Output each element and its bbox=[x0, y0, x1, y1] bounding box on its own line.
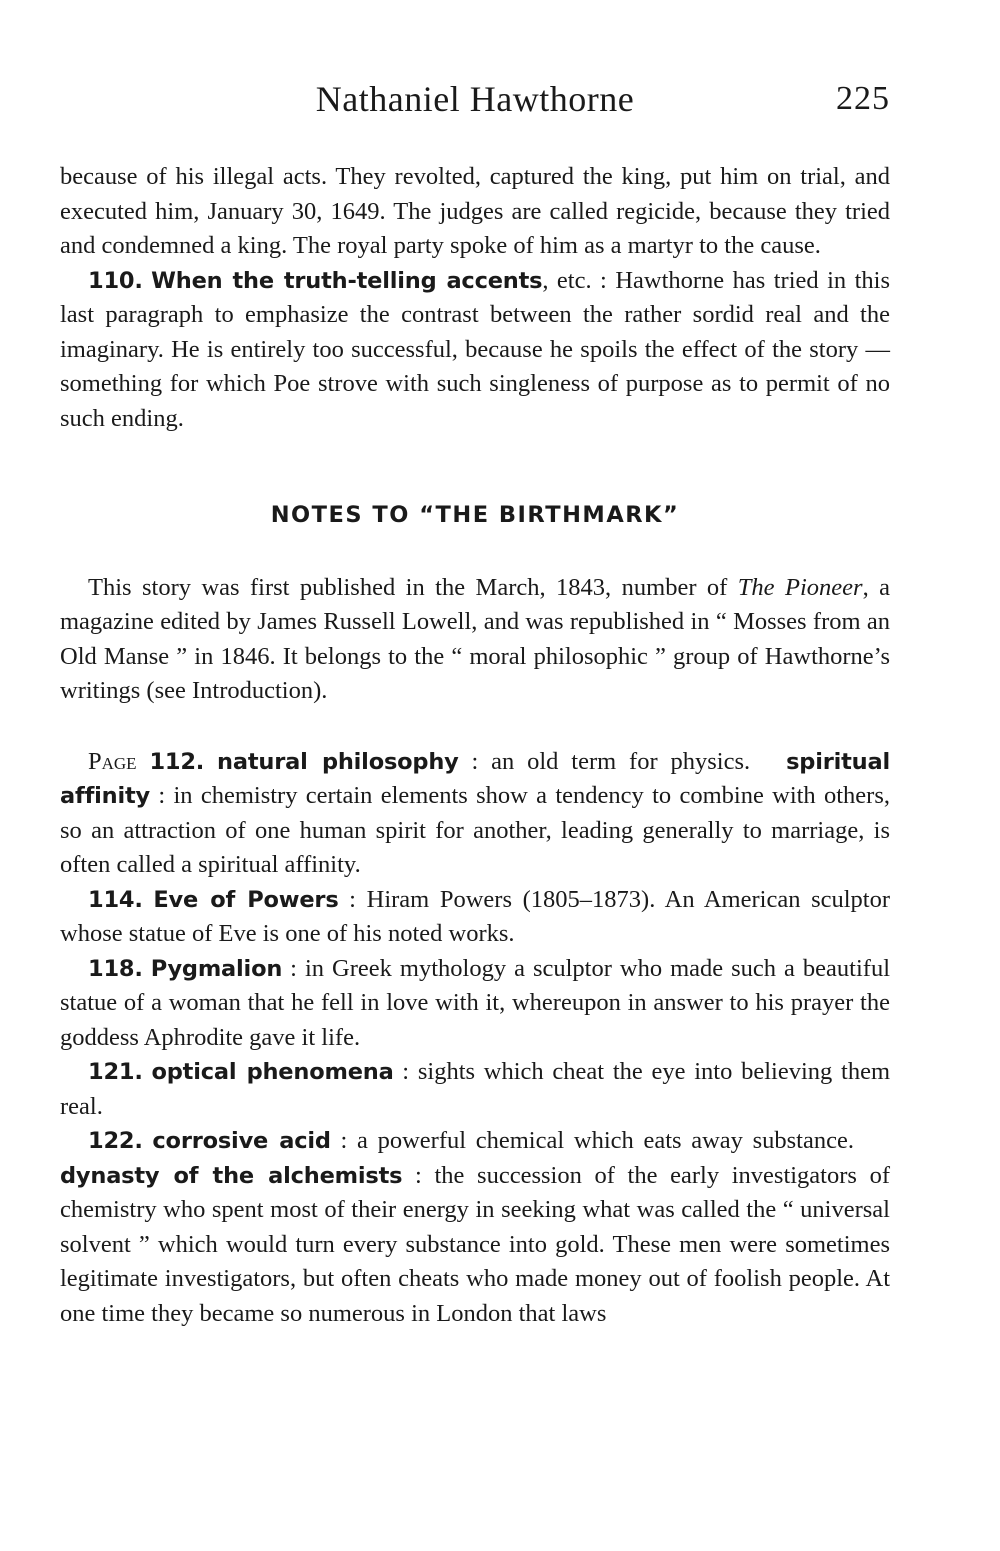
section-intro-after: , a magazine edited by James Russell Lowell, and was republished in “ Mosses from an Old Manse ” in 1846. It belongs to the “ moral philosophic ” group of Hawthorne’s writings (see Introduction). bbox=[60, 573, 891, 704]
note-122-sep2: : bbox=[402, 1161, 435, 1189]
note-110 bbox=[60, 264, 890, 437]
note-110-term: When the truth-telling accents bbox=[151, 267, 543, 294]
note-112-text1: an old term for physics. bbox=[491, 747, 751, 775]
note-112-page-label: Page bbox=[88, 747, 137, 775]
running-head bbox=[60, 78, 890, 128]
note-118-text: in Greek mythology a sculptor who made such a beautiful statue of a woman that he fell in love with it, whereupon in answer to his prayer the goddess Aphrodite gave it life. bbox=[60, 954, 891, 1051]
running-title: Nathaniel Hawthorne bbox=[315, 79, 635, 119]
note-122-text2: the succession of the early investigators of chemistry who spent most of their energy in seeking what was called the “ universal solvent ” which would turn every substance into gold. These men were sometimes legitimate investigators, but often cheats who made money out of foolish people. At one time they became so numerous in London that laws bbox=[60, 1161, 890, 1327]
section-intro-before: This story was first published in the March, 1843, number of bbox=[88, 573, 738, 601]
note-118-number: 118. bbox=[88, 955, 143, 982]
note-110-after-term: , etc. : bbox=[542, 266, 616, 294]
note-114-sep: : bbox=[338, 885, 367, 913]
note-112-sep1: : bbox=[458, 747, 492, 775]
note-121-sep: : bbox=[393, 1058, 418, 1085]
note-122-term2: dynasty of the alchemists bbox=[60, 1162, 403, 1189]
section-heading: NOTES TO “THE BIRTHMARK” bbox=[270, 502, 680, 528]
note-122-text1: a powerful chemical which eats away substance. bbox=[357, 1127, 854, 1154]
note-112-number: 112. bbox=[149, 748, 205, 775]
note-110-text: Hawthorne has tried in this last paragraph to emphasize the contrast between the rather sordid real and the imaginary. He is entirely too successful, because he spoils the effect of the story — something for which Poe strove with such singleness of purpose as to permit of no such ending. bbox=[60, 266, 890, 432]
body-text bbox=[60, 160, 890, 1331]
note-114-text: Hiram Powers (1805–1873). An American sculptor whose statue of Eve is one of his noted works. bbox=[60, 885, 891, 947]
note-112-term2: spiritual affinity bbox=[60, 748, 890, 809]
note-121-text: sights which cheat the eye into believing them real. bbox=[60, 1058, 891, 1120]
note-114-term: Eve of Powers bbox=[153, 886, 339, 913]
note-112-text2: in chemistry certain elements show a tendency to combine with others, so an attraction of one human spirit for another, leading generally to marriage, is often called a spiritual affinity. bbox=[60, 782, 890, 878]
note-122 bbox=[60, 1124, 890, 1331]
note-114 bbox=[60, 883, 890, 952]
note-112-sep2: : bbox=[150, 782, 174, 809]
note-110-number: 110. bbox=[88, 267, 143, 294]
note-118 bbox=[60, 952, 890, 1056]
section-intro-italic: The Pioneer bbox=[737, 573, 863, 601]
note-118-sep: : bbox=[282, 954, 305, 982]
note-121-term: optical phenomena bbox=[151, 1059, 394, 1085]
page-number: 225 bbox=[836, 80, 890, 117]
note-112 bbox=[60, 745, 890, 883]
note-122-number: 122. bbox=[88, 1128, 143, 1154]
note-122-sep1: : bbox=[330, 1127, 358, 1154]
note-112-term1: natural philosophy bbox=[217, 748, 459, 775]
note-114-number: 114. bbox=[88, 886, 143, 913]
note-118-term: Pygmalion bbox=[150, 955, 283, 982]
continuation-paragraph: because of his illegal acts. They revolted, captured the king, put him on trial, and executed him, January 30, 1649. The judges are called regicide, because they tried and condemned a king. The royal party spoke of him as a martyr to the cause. bbox=[60, 163, 890, 259]
section-intro bbox=[60, 571, 890, 709]
note-122-term1: corrosive acid bbox=[152, 1128, 331, 1154]
note-121-number: 121. bbox=[88, 1059, 143, 1085]
note-121 bbox=[60, 1055, 890, 1124]
